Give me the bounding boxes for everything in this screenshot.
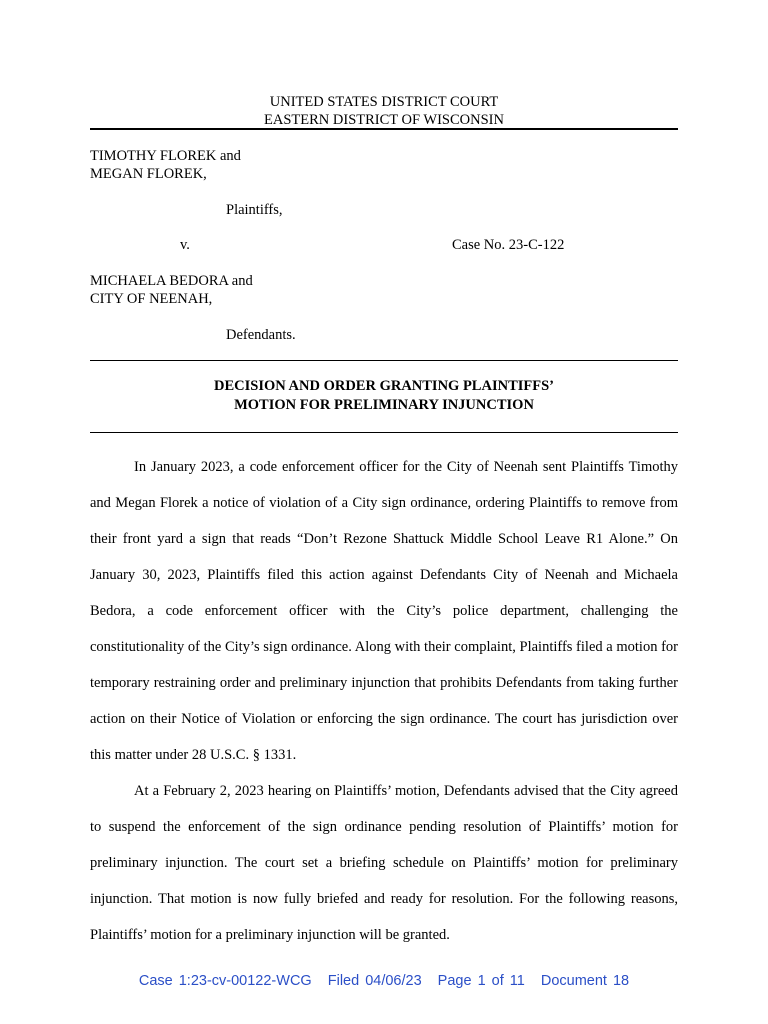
body-paragraph-1: In January 2023, a code enforcement officer for the City of Neenah sent Plaintiffs Timothy and Megan Florek a notice of violation of a City sign ordinance, ordering Plaintiffs to remove from their front yard a sign that reads “Don’t Rezone Shattuck Middle School Leave R1 Alone.” On January 30, 2023, Plaintiffs filed this action against Defendants City of Neenah and Michaela Bedora, a code enforcement officer with the City’s police department, challenging the constitutionality of the City’s sign ordinance. Along with their complaint, Plaintiffs filed a motion for temporary restraining order and preliminary injunction that prohibits Defendants from taking further action on their Notice of Violation or enforcing the sign ordinance. The court has jurisdiction over this matter under 28 U.S.C. § 1331. [90,459,678,763]
plaintiff-name-1: TIMOTHY FLOREK and [90,148,241,164]
title-line-1: DECISION AND ORDER GRANTING PLAINTIFFS’ [214,378,554,394]
defendant-name-1: MICHAELA BEDORA and [90,273,253,289]
defendants-role: Defendants. [226,327,296,343]
plaintiffs-role: Plaintiffs, [226,202,283,218]
footer-page: Page 1 of 11 [437,973,525,989]
footer-case: Case 1:23-cv-00122-WCG [138,973,312,989]
court-district: EASTERN DISTRICT OF WISCONSIN [264,112,504,128]
document-title [90,377,678,415]
header-divider [90,128,678,130]
defendant-name-2: CITY OF NEENAH, [90,291,213,307]
court-name: UNITED STATES DISTRICT COURT [269,94,499,110]
caption-divider-bottom [90,432,678,433]
footer-document: Document 18 [540,973,630,989]
caption-divider-top [90,360,678,361]
filing-footer [0,973,768,989]
plaintiff-name-2: MEGAN FLOREK, [90,166,207,182]
court-header [90,93,678,129]
body-paragraph-2: At a February 2, 2023 hearing on Plaintiffs’ motion, Defendants advised that the City agreed to suspend the enforcement of the sign ordinance pending resolution of Plaintiffs’ motion for preliminary injunction. The court set a briefing schedule on Plaintiffs’ motion for preliminary injunction. That motion is now fully briefed and ready for resolution. For the following reasons, Plaintiffs’ motion for a preliminary injunction will be granted. [90,783,678,943]
title-line-2: MOTION FOR PRELIMINARY INJUNCTION [234,397,534,413]
case-number: Case No. 23-C-122 [452,237,565,253]
footer-filed: Filed 04/06/23 [327,973,422,989]
versus-label: v. [180,237,190,253]
document-body [90,449,678,953]
